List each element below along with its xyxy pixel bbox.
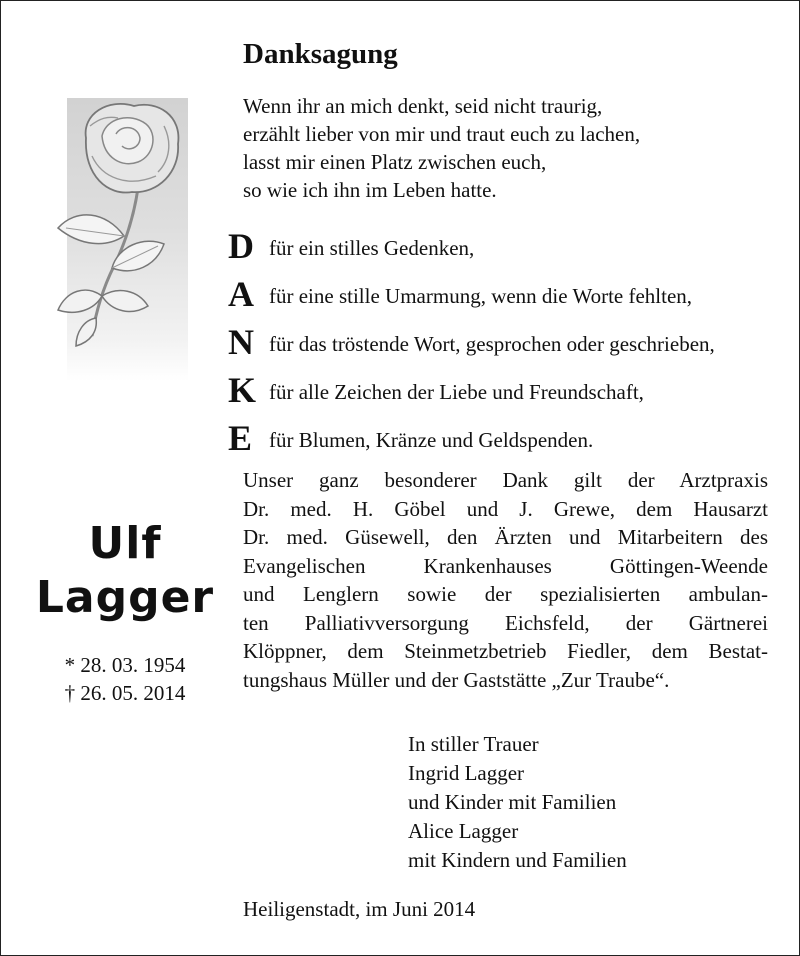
- danke-text: für ein stilles Gedenken,: [269, 236, 475, 260]
- danke-text: für Blumen, Kränze und Geldspenden.: [269, 428, 594, 452]
- deceased-last-name: Lagger: [35, 572, 215, 623]
- poem-line: so wie ich ihn im Leben hatte.: [243, 178, 497, 202]
- notice-title: Danksagung: [243, 38, 398, 70]
- thanks-line: Dr. med. Güsewell, den Ärzten und Mitarbeitern des: [243, 525, 768, 549]
- poem-line: lasst mir einen Platz zwischen euch,: [243, 150, 547, 174]
- thanks-line: Dr. med. H. Göbel und J. Grewe, dem Hausarzt: [243, 496, 768, 521]
- place-date: Heiligenstadt, im Juni 2014: [243, 897, 476, 921]
- danke-text: für eine stille Umarmung, wenn die Worte fehlten,: [269, 284, 693, 308]
- poem: [243, 92, 640, 204]
- thanks-line: ten Palliativversorgung Eichsfeld, der Gärtnerei: [243, 610, 768, 635]
- thanks-paragraph: [243, 466, 768, 694]
- thanks-line: tungshaus Müller und der Gaststätte „Zur Traube“.: [243, 667, 670, 692]
- poem-line: Wenn ihr an mich denkt, seid nicht traurig,: [243, 94, 603, 118]
- death-date: † 26. 05. 2014: [64, 681, 186, 705]
- danke-letter: K: [228, 370, 257, 410]
- danke-text: für das tröstende Wort, gesprochen oder geschrieben,: [269, 332, 715, 356]
- danke-letter: A: [228, 274, 254, 314]
- thanks-line: Klöppner, dem Steinmetzbetrieb Fiedler, dem Bestat-: [243, 639, 768, 663]
- mourners-block: [408, 730, 627, 875]
- thanks-line: und Lenglern sowie der spezialisierten ambulan-: [243, 582, 768, 606]
- mourners-line: mit Kindern und Familien: [408, 848, 627, 872]
- birth-date: * 28. 03. 1954: [64, 653, 186, 677]
- danke-letter: N: [228, 322, 254, 362]
- danke-letter: E: [228, 418, 253, 458]
- mourners-line: und Kinder mit Familien: [408, 790, 617, 814]
- poem-line: erzählt lieber von mir und traut euch zu lachen,: [243, 122, 641, 146]
- danke-text: für alle Zeichen der Liebe und Freundschaft,: [269, 380, 644, 404]
- thanks-line: Evangelischen Krankenhauses Göttingen-Weende: [243, 553, 768, 578]
- mourners-line: Alice Lagger: [408, 819, 519, 843]
- thanks-line: Unser ganz besonderer Dank gilt der Arztpraxis: [243, 468, 768, 492]
- deceased-first-name: Ulf: [88, 518, 162, 569]
- mourners-line: In stiller Trauer: [408, 732, 539, 756]
- rose-icon: [46, 96, 196, 356]
- mourners-line: Ingrid Lagger: [408, 761, 525, 785]
- danke-letter: D: [228, 226, 254, 266]
